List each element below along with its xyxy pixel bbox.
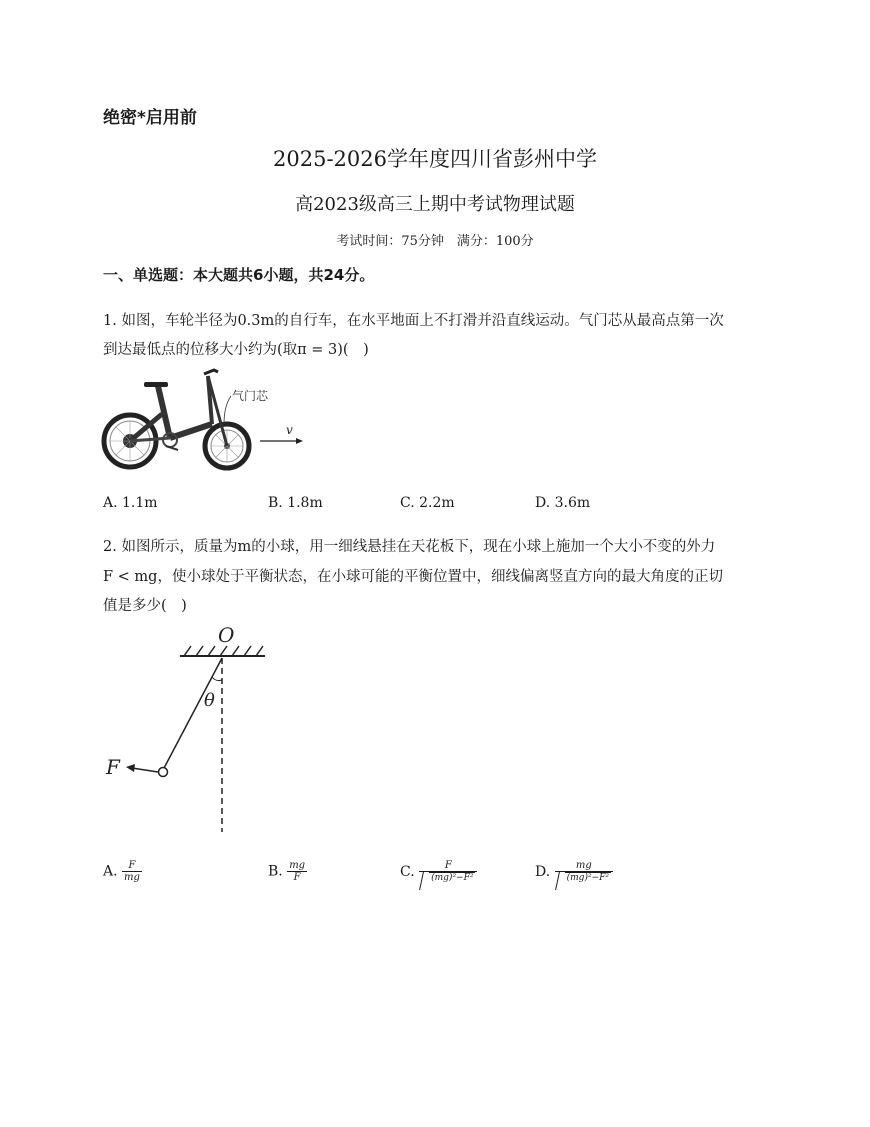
ceiling bbox=[180, 646, 265, 656]
q2-option-a-fraction bbox=[122, 860, 142, 883]
section-heading: 一、单选题：本大题共6小题，共24分。 bbox=[103, 266, 375, 284]
q2-option-d-fraction bbox=[555, 860, 613, 884]
pivot-label: O bbox=[218, 623, 235, 647]
force-arrow bbox=[132, 768, 158, 772]
q1-option-b[interactable]: B. 1.8m bbox=[268, 495, 323, 511]
angle-label: θ bbox=[204, 690, 215, 711]
q1-option-a[interactable]: A. 1.1m bbox=[103, 495, 158, 511]
q1-stem-line2: 到达最低点的位移大小约为(取π = 3)( ) bbox=[103, 342, 369, 358]
q2-option-c-radical: (mg)²−F² bbox=[431, 873, 474, 883]
string bbox=[163, 658, 222, 770]
q2-option-b-denominator: F bbox=[287, 871, 307, 883]
q2-option-a-numerator: F bbox=[128, 860, 136, 871]
q2-option-a-prefix: A. bbox=[103, 863, 118, 880]
bike-frame bbox=[130, 370, 227, 450]
ball bbox=[159, 768, 168, 777]
exam-meta: 考试时间：75分钟 满分：100分 bbox=[336, 234, 534, 249]
exam-subtitle: 高2023级高三上期中考试物理试题 bbox=[295, 194, 575, 215]
q2-option-d-radical: (mg)²−F² bbox=[566, 873, 609, 883]
q2-option-d[interactable] bbox=[535, 860, 613, 884]
q2-option-b-numerator: mg bbox=[289, 860, 306, 871]
bicycle-figure bbox=[100, 366, 310, 476]
valve-label: 气门芯 bbox=[232, 389, 269, 403]
q2-option-c-prefix: C. bbox=[400, 863, 415, 880]
q2-stem-line1: 2. 如图所示，质量为m的小球，用一细线悬挂在天花板下，现在小球上施加一个大小不变的外力 bbox=[103, 539, 716, 555]
q2-option-c[interactable] bbox=[400, 860, 477, 884]
q2-stem-line2: F < mg，使小球处于平衡状态，在小球可能的平衡位置中，细线偏离竖直方向的最大角度的正切 bbox=[103, 569, 723, 585]
q2-option-c-denominator bbox=[419, 871, 477, 884]
confidential-mark: 绝密*启用前 bbox=[103, 108, 197, 128]
force-label: F bbox=[106, 755, 120, 779]
q2-option-b-prefix: B. bbox=[268, 863, 283, 880]
exam-title: 2025-2026学年度四川省彭州中学 bbox=[273, 147, 597, 171]
q2-option-d-numerator: mg bbox=[575, 860, 592, 871]
q2-option-c-fraction bbox=[419, 860, 477, 884]
q1-stem-line1: 1. 如图，车轮半径为0.3m的自行车，在水平地面上不打滑并沿直线运动。气门芯从最高点第一次 bbox=[103, 313, 724, 329]
q2-option-c-numerator: F bbox=[444, 860, 452, 871]
velocity-label: v bbox=[286, 423, 293, 437]
q2-option-b[interactable] bbox=[268, 860, 307, 883]
q2-option-b-fraction bbox=[287, 860, 307, 883]
q2-stem-line3: 值是多少( ) bbox=[103, 598, 187, 614]
q2-option-d-prefix: D. bbox=[535, 863, 551, 880]
q1-option-d[interactable]: D. 3.6m bbox=[535, 495, 591, 511]
q2-option-d-denominator bbox=[555, 871, 613, 884]
q1-option-c[interactable]: C. 2.2m bbox=[400, 495, 455, 511]
pendulum-figure bbox=[100, 622, 280, 837]
q2-option-a-denominator: mg bbox=[124, 872, 140, 883]
q2-option-a[interactable] bbox=[103, 860, 142, 883]
